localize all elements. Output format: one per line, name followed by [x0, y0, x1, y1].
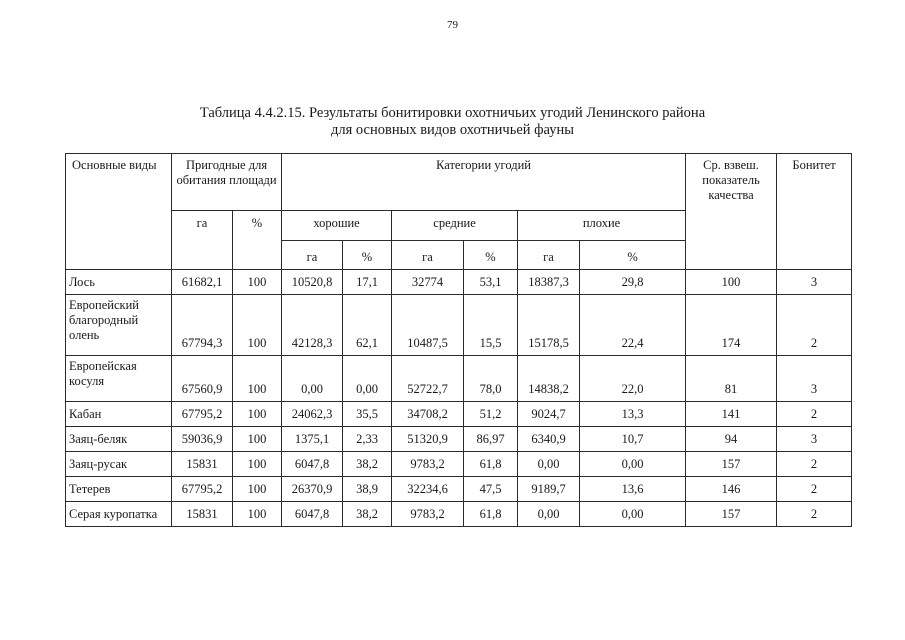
- poor-pct: 13,6: [580, 477, 686, 502]
- quality-value: 157: [686, 502, 777, 527]
- bonitet-value: 2: [777, 477, 852, 502]
- species-name: Тетерев: [66, 477, 172, 502]
- good-pct: 0,00: [343, 356, 392, 402]
- caption-line-1: Таблица 4.4.2.15. Результаты бонитировки охотничьих угодий Ленинского района: [199, 105, 706, 121]
- good-pct: 35,5: [343, 402, 392, 427]
- header-good-pct: %: [343, 241, 392, 270]
- table-body: [66, 270, 852, 527]
- good-ha: 10520,8: [282, 270, 343, 295]
- medium-ha: 51320,9: [392, 427, 464, 452]
- good-ha: 1375,1: [282, 427, 343, 452]
- bonitet-value: 3: [777, 270, 852, 295]
- table-row: [66, 452, 852, 477]
- header-medium-ha: га: [392, 241, 464, 270]
- header-poor-pct: %: [580, 241, 686, 270]
- medium-pct: 61,8: [464, 452, 518, 477]
- quality-value: 100: [686, 270, 777, 295]
- medium-pct: 51,2: [464, 402, 518, 427]
- quality-value: 94: [686, 427, 777, 452]
- header-good: хорошие: [282, 211, 392, 241]
- good-ha: 42128,3: [282, 295, 343, 356]
- header-area-ha: га: [172, 211, 233, 270]
- quality-value: 157: [686, 452, 777, 477]
- bonitet-value: 2: [777, 295, 852, 356]
- good-pct: 38,9: [343, 477, 392, 502]
- bonitet-value: 2: [777, 402, 852, 427]
- area-ha: 67560,9: [172, 356, 233, 402]
- poor-ha: 6340,9: [518, 427, 580, 452]
- species-name: Заяц-беляк: [66, 427, 172, 452]
- medium-ha: 9783,2: [392, 502, 464, 527]
- area-ha: 67794,3: [172, 295, 233, 356]
- good-pct: 38,2: [343, 502, 392, 527]
- poor-ha: 15178,5: [518, 295, 580, 356]
- poor-pct: 10,7: [580, 427, 686, 452]
- poor-pct: 22,4: [580, 295, 686, 356]
- poor-pct: 13,3: [580, 402, 686, 427]
- area-ha: 67795,2: [172, 477, 233, 502]
- medium-pct: 47,5: [464, 477, 518, 502]
- medium-pct: 78,0: [464, 356, 518, 402]
- quality-value: 174: [686, 295, 777, 356]
- area-ha: 15831: [172, 502, 233, 527]
- poor-pct: 29,8: [580, 270, 686, 295]
- medium-ha: 34708,2: [392, 402, 464, 427]
- header-species: Основные виды: [66, 154, 172, 270]
- table-row: [66, 356, 852, 402]
- table-header: [66, 154, 852, 270]
- bonitet-value: 3: [777, 427, 852, 452]
- species-name: Заяц-русак: [66, 452, 172, 477]
- bonitet-value: 3: [777, 356, 852, 402]
- area-ha: 61682,1: [172, 270, 233, 295]
- good-ha: 0,00: [282, 356, 343, 402]
- quality-value: 141: [686, 402, 777, 427]
- header-poor: плохие: [518, 211, 686, 241]
- header-area-pct: %: [233, 211, 282, 270]
- quality-value: 81: [686, 356, 777, 402]
- table-row: [66, 427, 852, 452]
- page-number: 79: [447, 19, 458, 31]
- area-pct: 100: [233, 402, 282, 427]
- poor-pct: 22,0: [580, 356, 686, 402]
- caption-line-2: для основных видов охотничьей фауны: [331, 122, 574, 138]
- poor-ha: 9024,7: [518, 402, 580, 427]
- area-pct: 100: [233, 356, 282, 402]
- poor-ha: 9189,7: [518, 477, 580, 502]
- species-name: Серая куропатка: [66, 502, 172, 527]
- header-good-ha: га: [282, 241, 343, 270]
- table-row: [66, 477, 852, 502]
- table-row: [66, 502, 852, 527]
- area-pct: 100: [233, 270, 282, 295]
- poor-pct: 0,00: [580, 452, 686, 477]
- good-ha: 26370,9: [282, 477, 343, 502]
- medium-ha: 9783,2: [392, 452, 464, 477]
- good-pct: 38,2: [343, 452, 392, 477]
- area-ha: 67795,2: [172, 402, 233, 427]
- medium-pct: 86,97: [464, 427, 518, 452]
- species-name: Европейская косуля: [66, 356, 172, 402]
- poor-pct: 0,00: [580, 502, 686, 527]
- good-ha: 6047,8: [282, 502, 343, 527]
- poor-ha: 14838,2: [518, 356, 580, 402]
- good-pct: 2,33: [343, 427, 392, 452]
- table-row: [66, 402, 852, 427]
- poor-ha: 18387,3: [518, 270, 580, 295]
- medium-ha: 52722,7: [392, 356, 464, 402]
- header-categories: Категории угодий: [282, 154, 686, 211]
- medium-ha: 32774: [392, 270, 464, 295]
- area-pct: 100: [233, 502, 282, 527]
- quality-value: 146: [686, 477, 777, 502]
- results-table: [65, 153, 852, 527]
- good-ha: 6047,8: [282, 452, 343, 477]
- species-name: Лось: [66, 270, 172, 295]
- medium-ha: 32234,6: [392, 477, 464, 502]
- header-suitable-area: Пригодные для обитания площади: [172, 154, 282, 211]
- area-pct: 100: [233, 295, 282, 356]
- table-row: [66, 295, 852, 356]
- good-ha: 24062,3: [282, 402, 343, 427]
- area-pct: 100: [233, 452, 282, 477]
- bonitet-value: 2: [777, 502, 852, 527]
- header-bonitet: Бонитет: [777, 154, 852, 270]
- medium-ha: 10487,5: [392, 295, 464, 356]
- medium-pct: 15,5: [464, 295, 518, 356]
- species-name: Кабан: [66, 402, 172, 427]
- header-poor-ha: га: [518, 241, 580, 270]
- area-ha: 15831: [172, 452, 233, 477]
- header-medium: средние: [392, 211, 518, 241]
- poor-ha: 0,00: [518, 502, 580, 527]
- table-caption: [0, 105, 905, 139]
- area-pct: 100: [233, 477, 282, 502]
- area-ha: 59036,9: [172, 427, 233, 452]
- good-pct: 17,1: [343, 270, 392, 295]
- header-weighted-quality: Ср. взвеш. показатель качества: [686, 154, 777, 270]
- species-name: Европейский благородный олень: [66, 295, 172, 356]
- poor-ha: 0,00: [518, 452, 580, 477]
- area-pct: 100: [233, 427, 282, 452]
- header-medium-pct: %: [464, 241, 518, 270]
- bonitet-value: 2: [777, 452, 852, 477]
- medium-pct: 53,1: [464, 270, 518, 295]
- medium-pct: 61,8: [464, 502, 518, 527]
- good-pct: 62,1: [343, 295, 392, 356]
- table-row: [66, 270, 852, 295]
